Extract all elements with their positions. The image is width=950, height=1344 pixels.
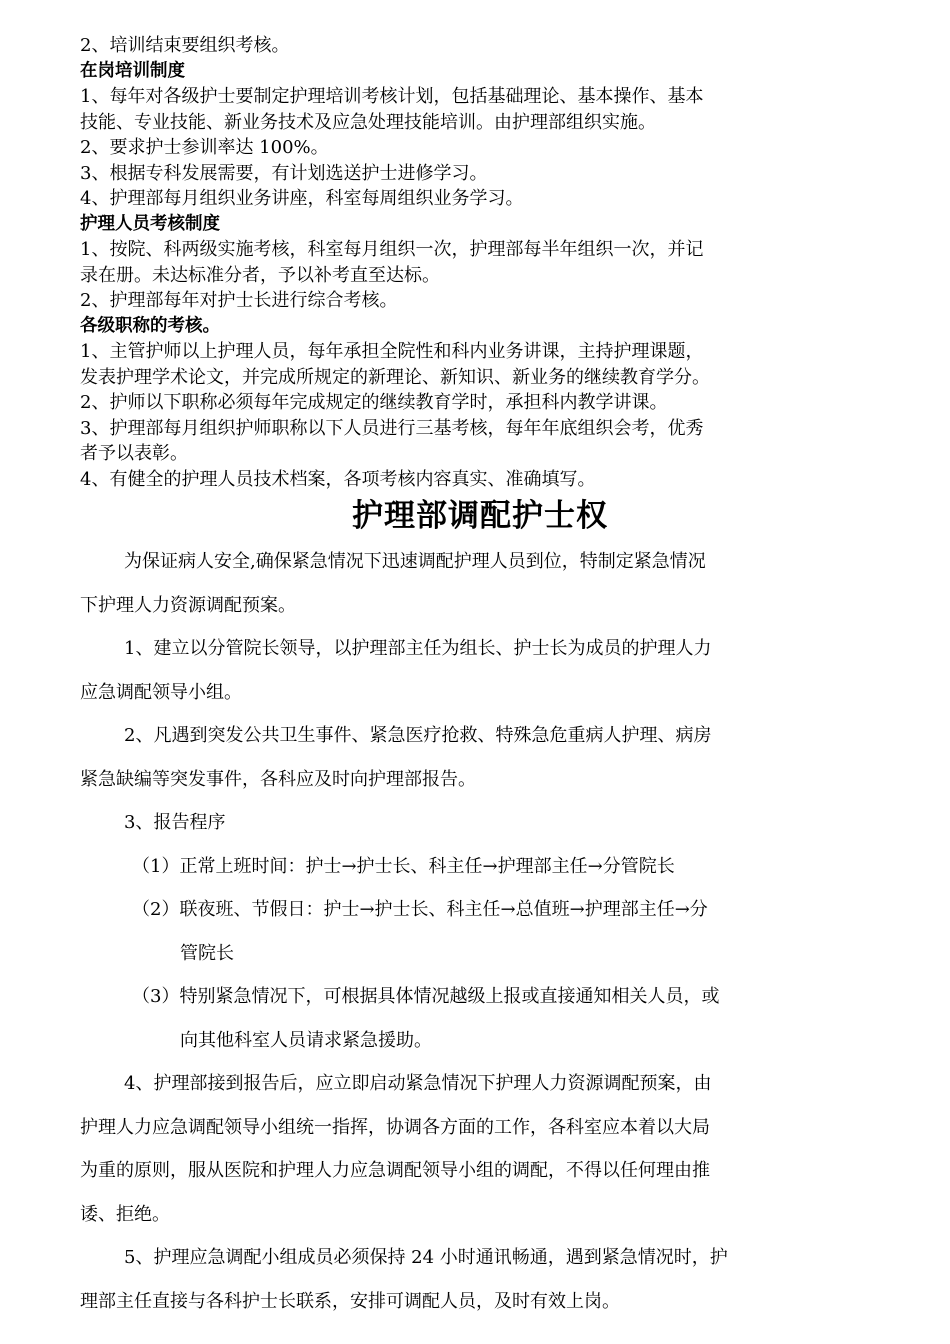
text-line: 2、要求护士参训率达 100%。 <box>80 137 329 158</box>
paragraph-line: 为保证病人安全,确保紧急情况下迅速调配护理人员到位，特制定紧急情况 <box>124 551 706 572</box>
text-line: 录在册。未达标准分者，予以补考直至达标。 <box>80 264 440 286</box>
text-line: 2、培训结束要组织考核。 <box>80 35 290 56</box>
procedure-item: （1）正常上班时间：护士→护士长、科主任→护理部主任→分管院长 <box>132 855 675 877</box>
paragraph-line: 紧急缺编等突发事件，各科应及时向护理部报告。 <box>80 768 476 790</box>
heading-onjob-training: 在岗培训制度 <box>80 60 185 81</box>
paragraph-line: 5、护理应急调配小组成员必须保持 24 小时通讯畅通，遇到紧急情况时，护 <box>124 1247 728 1268</box>
heading-title-assessment: 各级职称的考核。 <box>80 315 220 336</box>
page-title: 护理部调配护士权 <box>352 498 608 534</box>
text-line: 1、每年对各级护士要制定护理培训考核计划，包括基础理论、基本操作、基本 <box>80 86 704 107</box>
text-line: 1、按院、科两级实施考核，科室每月组织一次，护理部每半年组织一次，并记 <box>80 239 704 260</box>
text-line: 者予以表彰。 <box>80 443 188 464</box>
text-line: 2、护师以下职称必须每年完成规定的继续教育学时，承担科内教学讲课。 <box>80 392 668 413</box>
procedure-item-cont: 向其他科室人员请求紧急援助。 <box>180 1029 432 1051</box>
procedure-item: （3）特别紧急情况下，可根据具体情况越级上报或直接通知相关人员，或 <box>132 986 720 1007</box>
text-line: 发表护理学术论文，并完成所规定的新理论、新知识、新业务的继续教育学分。 <box>80 366 710 388</box>
paragraph-line: 1、建立以分管院长领导，以护理部主任为组长、护士长为成员的护理人力 <box>124 638 712 659</box>
procedure-item-cont: 管院长 <box>180 942 234 964</box>
deployment-section <box>80 540 880 1323</box>
text-line: 4、有健全的护理人员技术档案，各项考核内容真实、准确填写。 <box>80 468 596 490</box>
paragraph-line: 4、护理部接到报告后，应立即启动紧急情况下护理人力资源调配预案，由 <box>124 1073 712 1094</box>
paragraph-line: 护理人力应急调配领导小组统一指挥，协调各方面的工作，各科室应本着以大局 <box>80 1116 710 1138</box>
training-section <box>80 33 880 492</box>
document-page <box>80 33 880 1323</box>
text-line: 4、护理部每月组织业务讲座，科室每周组织业务学习。 <box>80 188 524 209</box>
paragraph-line: 下护理人力资源调配预案。 <box>80 594 296 616</box>
text-line: 3、根据专科发展需要，有计划选送护士进修学习。 <box>80 162 488 184</box>
text-line: 技能、专业技能、新业务技术及应急处理技能培训。由护理部组织实施。 <box>80 111 656 133</box>
text-line: 1、主管护师以上护理人员，每年承担全院性和科内业务讲课，主持护理课题， <box>80 341 704 362</box>
paragraph-line: 为重的原则，服从医院和护理人力应急调配领导小组的调配，不得以任何理由推 <box>80 1160 710 1181</box>
paragraph-line: 2、凡遇到突发公共卫生事件、紧急医疗抢救、特殊急危重病人护理、病房 <box>124 725 712 746</box>
procedure-item: （2）联夜班、节假日：护士→护士长、科主任→总值班→护理部主任→分 <box>132 899 708 920</box>
text-line: 3、护理部每月组织护师职称以下人员进行三基考核，每年年底组织会考，优秀 <box>80 417 704 439</box>
paragraph-line: 应急调配领导小组。 <box>80 681 242 703</box>
paragraph-line: 3、报告程序 <box>124 812 226 833</box>
text-line: 2、护理部每年对护士长进行综合考核。 <box>80 290 398 311</box>
heading-staff-assessment: 护理人员考核制度 <box>80 213 220 234</box>
paragraph-line: 诿、拒绝。 <box>80 1203 170 1225</box>
paragraph-line: 理部主任直接与各科护士长联系，安排可调配人员，及时有效上岗。 <box>80 1290 620 1312</box>
